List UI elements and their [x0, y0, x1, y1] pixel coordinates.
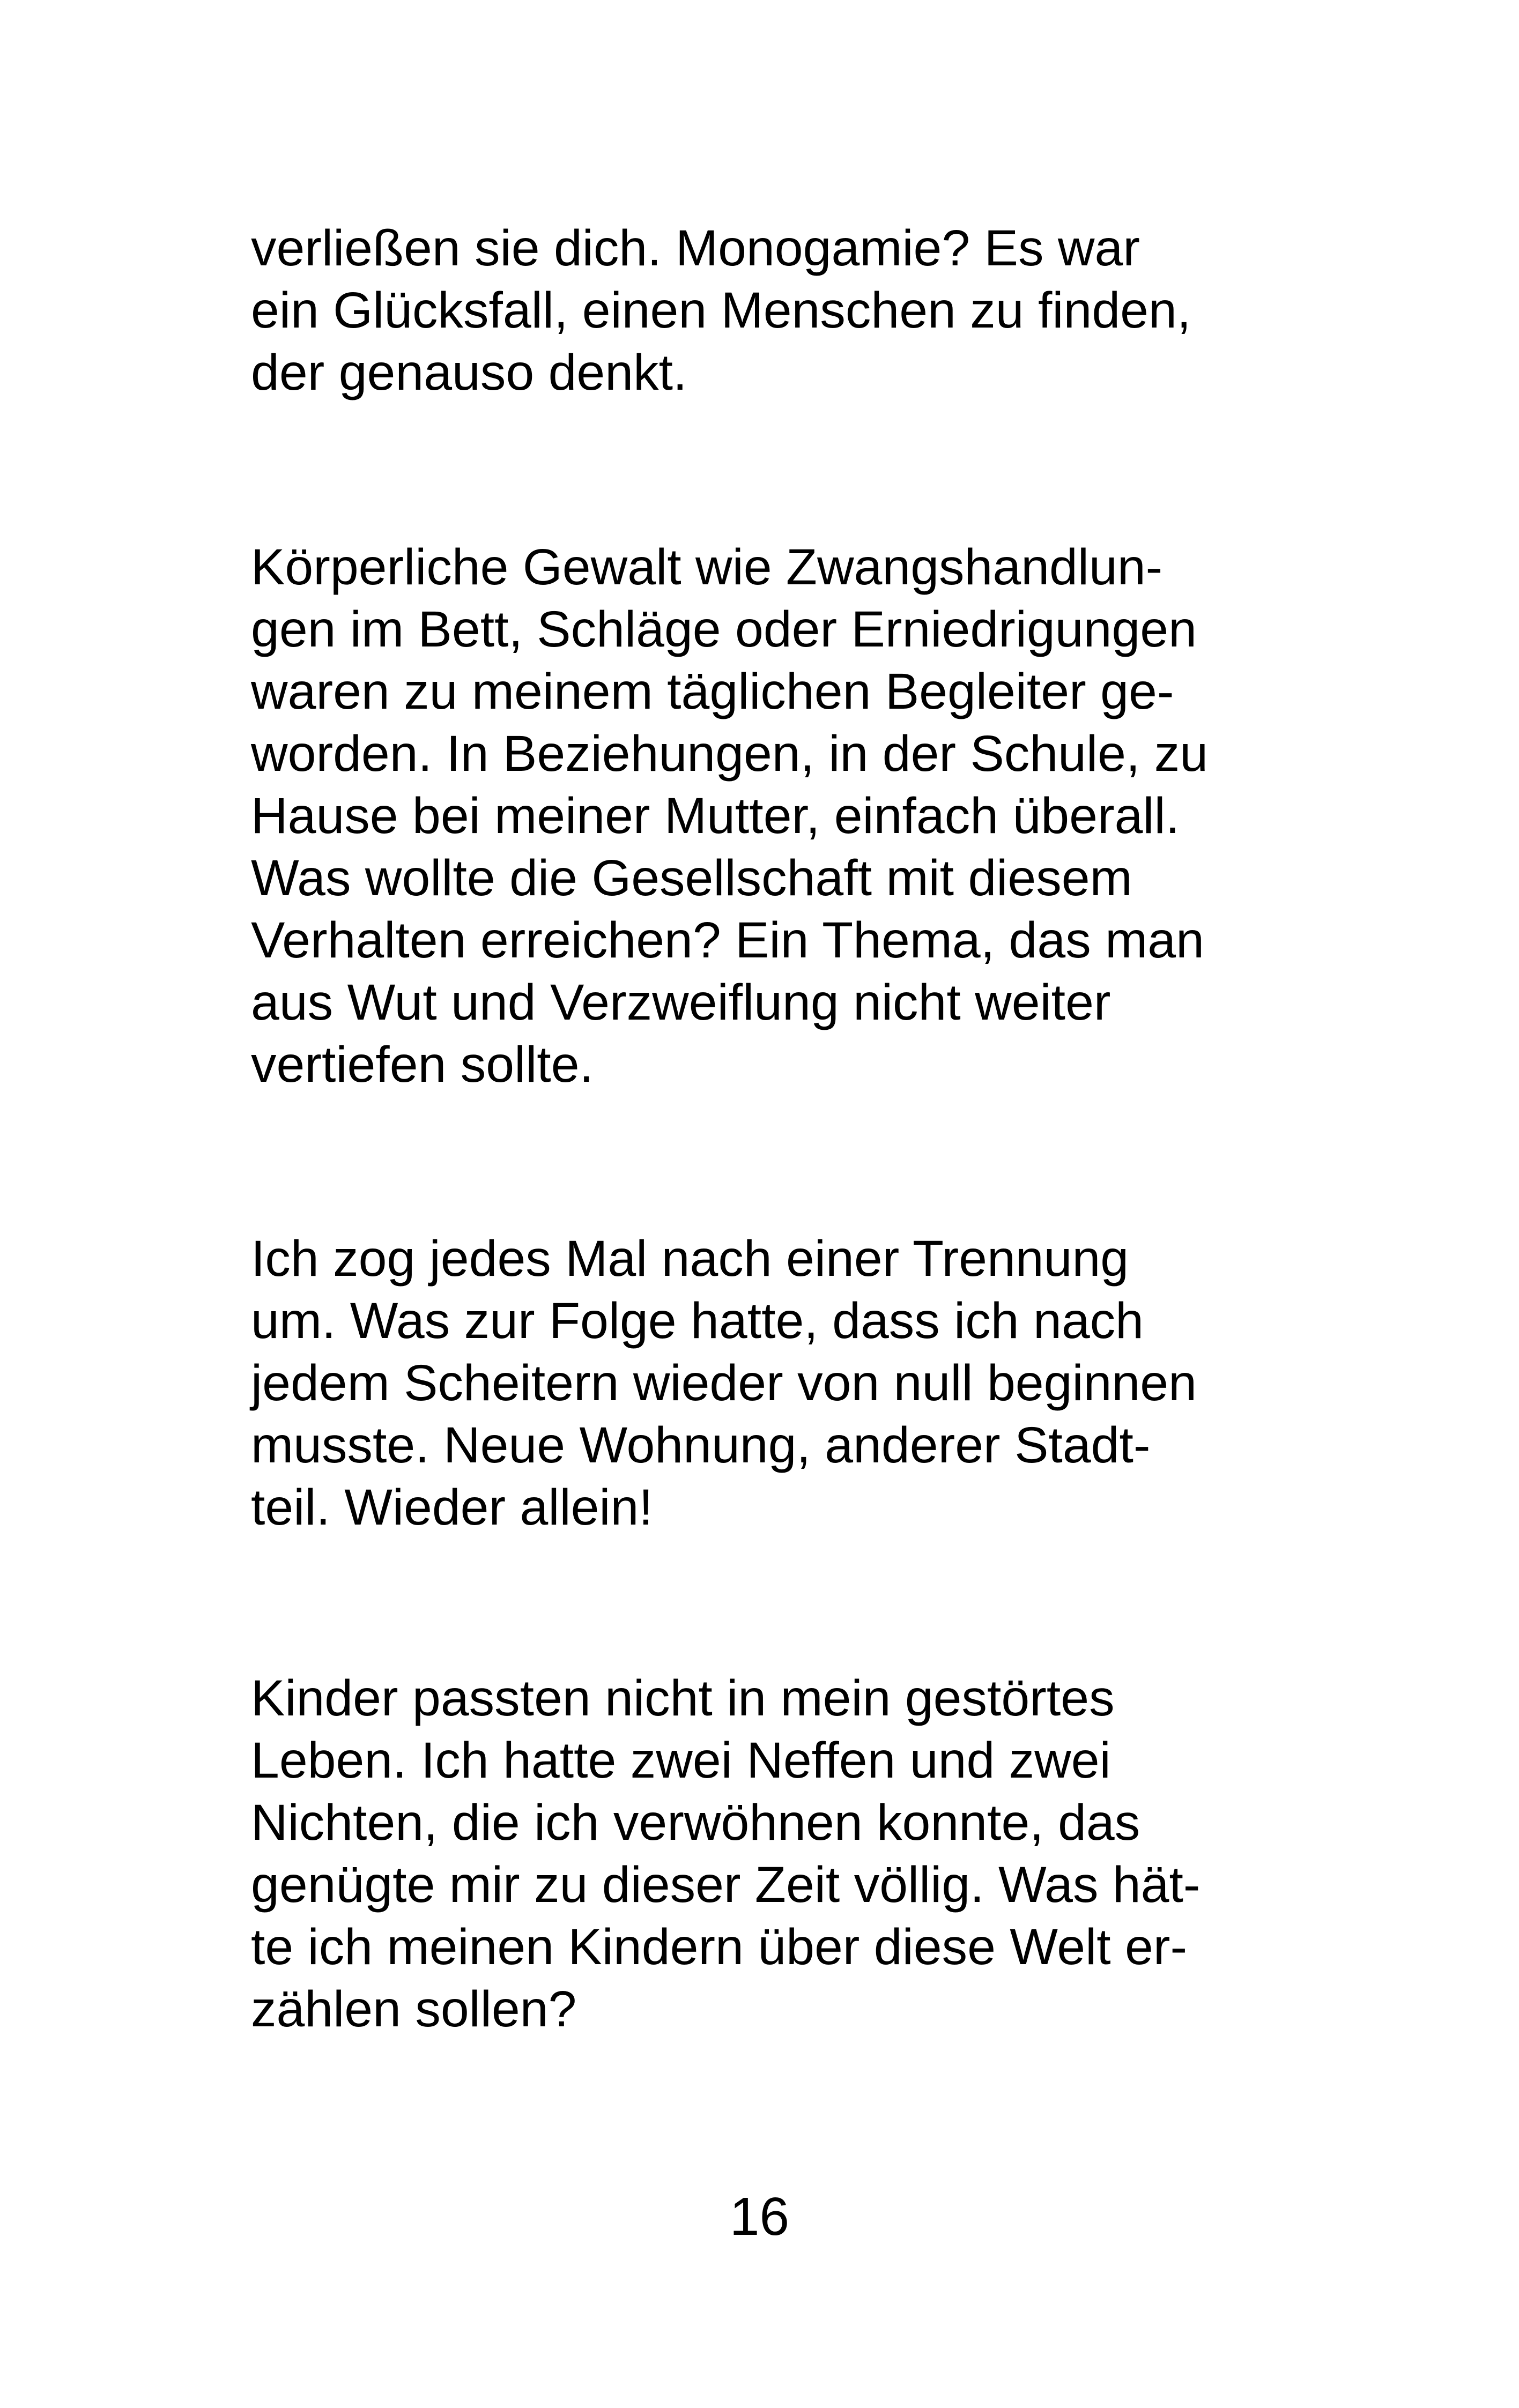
paragraph-line: Körperliche Gewalt wie Zwangshandlun- [251, 539, 1163, 596]
paragraph-line: ein Glücksfall, einen Menschen zu finden, [251, 282, 1191, 339]
paragraph-line: verließen sie dich. Monogamie? Es war [251, 220, 1140, 277]
paragraph-line: vertiefen sollte. [251, 1036, 594, 1093]
paragraph-line: aus Wut und Verzweiflung nicht weiter [251, 974, 1111, 1031]
paragraph-2 [251, 536, 1323, 1096]
paragraph-line: Kinder passten nicht in mein gestörtes [251, 1670, 1115, 1727]
paragraph-line: genügte mir zu dieser Zeit völlig. Was hät- [251, 1856, 1201, 1913]
paragraph-4 [251, 1667, 1323, 2040]
page-number: 16 [729, 2187, 790, 2247]
paragraph-line: Nichten, die ich verwöhnen konnte, das [251, 1794, 1140, 1851]
paragraph-line: Was wollte die Gesellschaft mit diesem [251, 850, 1132, 906]
paragraph-line: um. Was zur Folge hatte, dass ich nach [251, 1292, 1144, 1349]
paragraph-1 [251, 217, 1323, 404]
paragraph-line: Ich zog jedes Mal nach einer Trennung [251, 1230, 1129, 1287]
paragraph-line: jedem Scheitern wieder von null beginnen [251, 1355, 1197, 1411]
paragraph-line: waren zu meinem täglichen Begleiter ge- [251, 663, 1174, 720]
paragraph-line: te ich meinen Kindern über diese Welt er- [251, 1919, 1188, 1975]
paragraph-line: gen im Bett, Schläge oder Erniedrigungen [251, 601, 1197, 658]
paragraph-line: teil. Wieder allein! [251, 1479, 653, 1536]
paragraph-3 [251, 1228, 1323, 1539]
paragraph-line: Hause bei meiner Mutter, einfach überall. [251, 787, 1180, 844]
paragraph-line: worden. In Beziehungen, in der Schule, zu [251, 725, 1209, 782]
paragraph-line: zählen sollen? [251, 1981, 577, 2038]
paragraph-line: musste. Neue Wohnung, anderer Stadt- [251, 1417, 1151, 1474]
paragraph-line: Verhalten erreichen? Ein Thema, das man [251, 912, 1204, 969]
paragraph-line: Leben. Ich hatte zwei Neffen und zwei [251, 1732, 1111, 1789]
paragraph-line: der genauso denkt. [251, 344, 687, 401]
